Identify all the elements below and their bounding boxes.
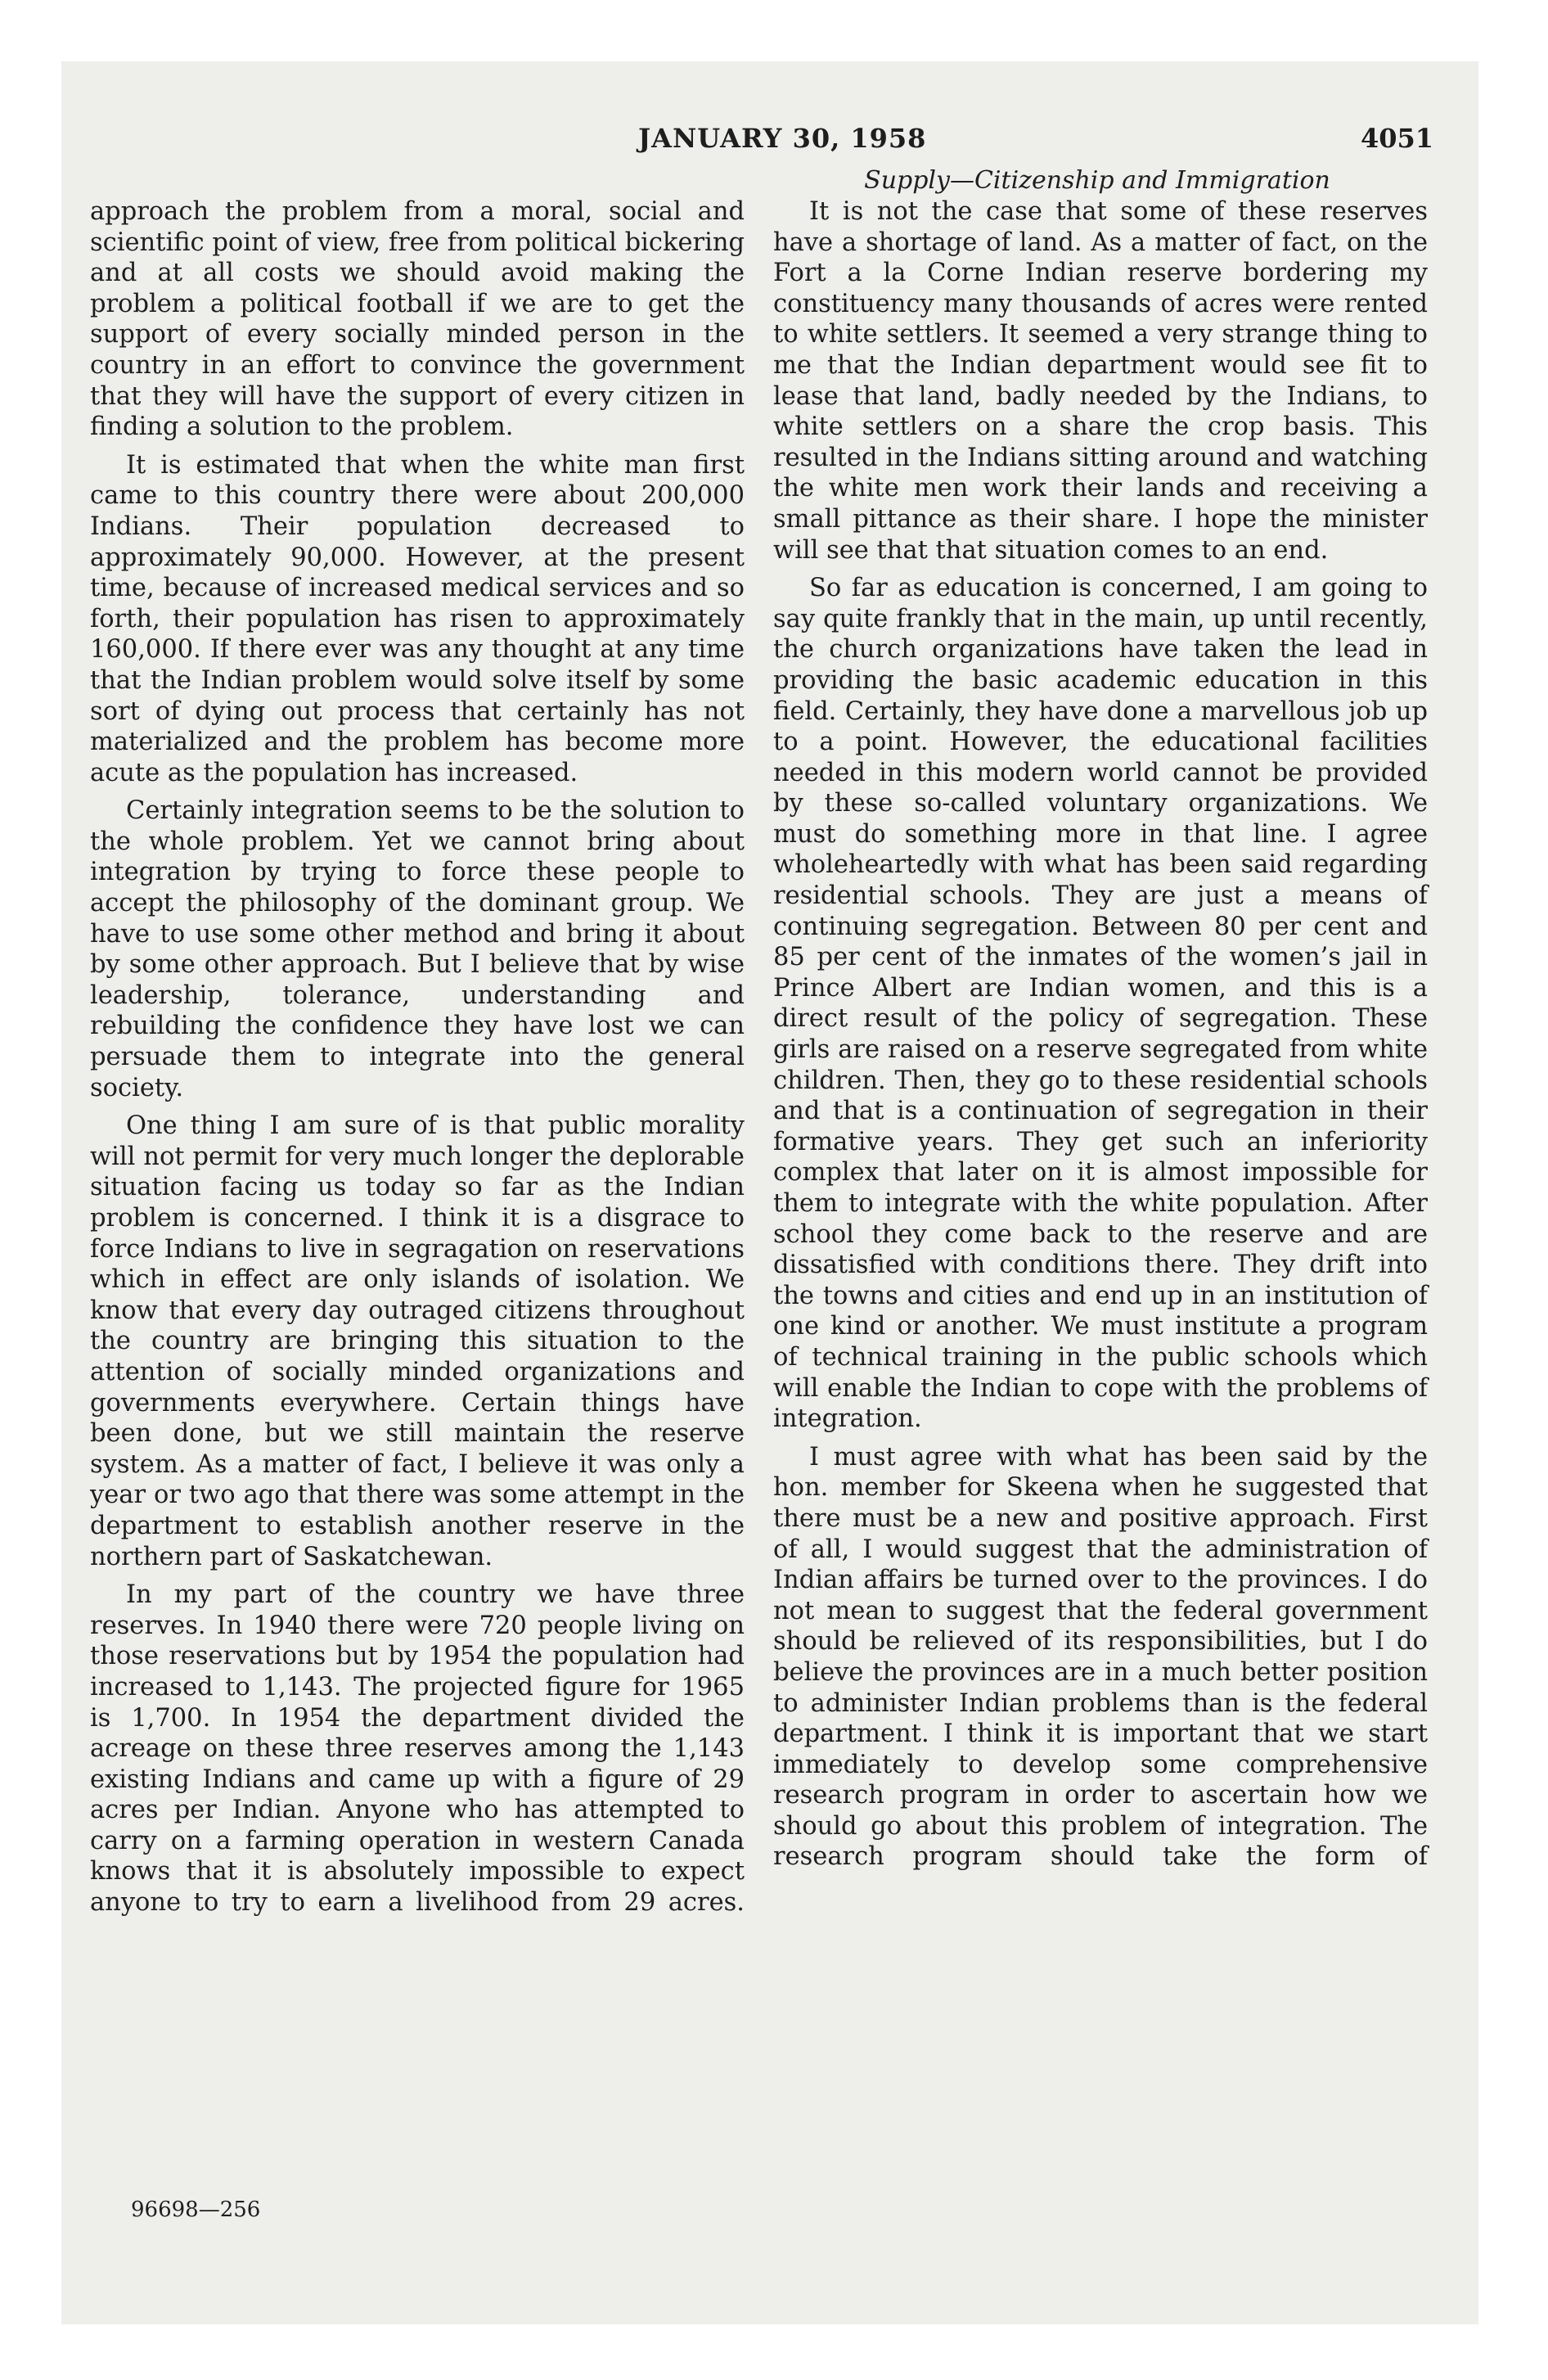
header-date: JANUARY 30, 1958 bbox=[638, 123, 927, 154]
paragraph: approach the problem from a moral, social and scientific point of view, free from political bickering and at all costs we should avoid making the problem a political football if we are to get the support of every socially minded person in the country in an effort to convince the government that they will have the support of every citizen in finding a solution to the problem. bbox=[90, 197, 745, 442]
paragraph: Certainly integration seems to be the solution to the whole problem. Yet we cannot bring about integration by trying to force these people to accept the philosophy of the dominant group. We have to use some other method and bring it about by some other approach. But I believe that by wise leadership, tolerance, understanding and rebuilding the confidence they have lost we can persuade them to integrate into the general society. bbox=[90, 796, 745, 1102]
paragraph: It is estimated that when the white man first came to this country there were about 200,000 Indians. Their population decreased to approximately 90,000. However, at the present time, because of increased medical services and so forth, their population has risen to approximately 160,000. If there ever was any thought at any time that the Indian problem would solve itself by some sort of dying out process that certainly has not materialized and the problem has become more acute as the population has increased. bbox=[90, 450, 745, 787]
left-column bbox=[90, 196, 745, 1926]
paragraph: It is not the case that some of these reserves have a shortage of land. As a matter of fact, on the Fort a la Corne Indian reserve bordering my constituency many thousands of acres were rented to white settlers. It seemed a very strange thing to me that the Indian department would see fit to lease that land, badly needed by the Indians, to white settlers on a share the crop basis. This resulted in the Indians sitting around and watching the white men work their lands and receiving a small pittance as their share. I hope the minister will see that that situation comes to an end. bbox=[773, 197, 1428, 565]
paragraph: One thing I am sure of is that public morality will not permit for very much longer the deplorable situation facing us today so far as the Indian problem is concerned. I think it is a disgrace to force Indians to live in segragation on reservations which in effect are only islands of isolation. We know that every day outraged citizens throughout the country are bringing this situation to the attention of socially minded organizations and governments everywhere. Certain things have been done, but we still maintain the reserve system. As a matter of fact, I believe it was only a year or two ago that there was some attempt in the department to establish another reserve in the northern part of Saskatchewan. bbox=[90, 1111, 745, 1571]
section-subheader: Supply—Citizenship and Immigration bbox=[864, 166, 1330, 195]
right-column bbox=[773, 196, 1428, 1880]
paragraph: In my part of the country we have three reserves. In 1940 there were 720 people living on those reservations but by 1954 the population had increased to 1,143. The projected figure for 1965 is 1,700. In 1954 the department divided the acreage on these three reserves among the 1,143 existing Indians and came up with a figure of 29 acres per Indian. Anyone who has attempted to carry on a farming operation in western Canada knows that it is absolutely impossible to expect anyone to try to earn a livelihood from 29 acres. bbox=[90, 1580, 745, 1918]
paragraph: So far as education is concerned, I am going to say quite frankly that in the main, up until recently, the church organizations have taken the lead in providing the basic academic education in this field. Certainly, they have done a marvellous job up to a point. However, the educational facilities needed in this modern world cannot be provided by these so-called voluntary organizations. We must do something more in that line. I agree wholeheartedly with what has been said regarding residential schools. They are just a means of continuing segregation. Between 80 per cent and 85 per cent of the inmates of the women’s jail in Prince Albert are Indian women, and this is a direct result of the policy of segregation. These girls are raised on a reserve segregated from white children. Then, they go to these residential schools and that is a continuation of segregation in their formative years. They get such an inferiority complex that later on it is almost impossible for them to integrate with the white population. After school they come back to the reserve and are dissatisfied with conditions there. They drift into the towns and cities and end up in an institution of one kind or another. We must institute a program of technical training in the public schools which will enable the Indian to cope with the problems of integration. bbox=[773, 574, 1428, 1434]
page-number: 4051 bbox=[1360, 123, 1433, 154]
footer-print-code: 96698—256 bbox=[131, 2197, 261, 2222]
paragraph: I must agree with what has been said by the hon. member for Skeena when he suggested that there must be a new and positive approach. First of all, I would suggest that the administration of Indian affairs be turned over to the provinces. I do not mean to suggest that the federal government should be relieved of its responsibilities, but I do believe the provinces are in a much better position to administer Indian problems than is the federal department. I think it is important that we start immediately to develop some comprehensive research program in order to ascertain how we should go about this problem of integration. The research program should take the form of bbox=[773, 1442, 1428, 1872]
